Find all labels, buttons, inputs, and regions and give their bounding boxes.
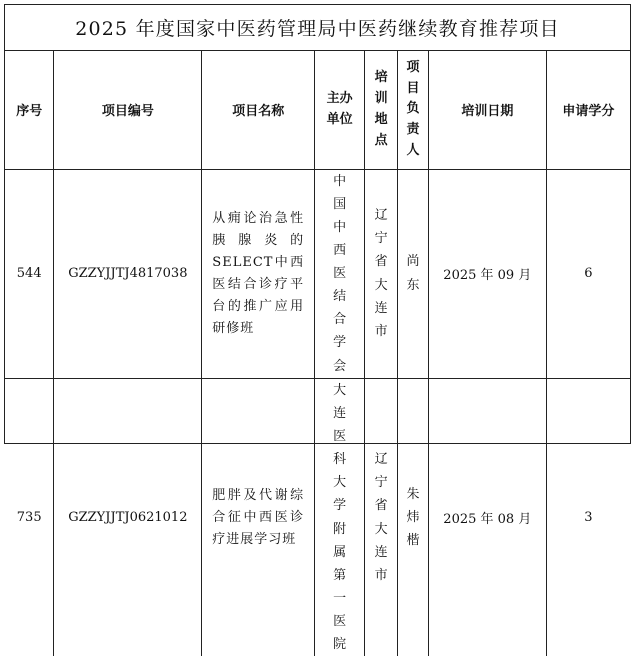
- cell-location: 辽宁省大连市: [374, 208, 388, 339]
- document-title: 2025 年度国家中医药管理局中医药继续教育推荐项目: [5, 5, 630, 51]
- header-owner: 项目负责人: [406, 59, 420, 158]
- header-org-cell: [315, 51, 365, 169]
- cell-org-wrap: [315, 378, 365, 656]
- cell-owner-wrap: [398, 378, 429, 656]
- header-org: 主办单位: [326, 90, 353, 127]
- cell-name-wrap: [202, 378, 315, 656]
- header-row: [5, 51, 630, 169]
- cell-code: GZZYJJTJ4817038: [54, 169, 202, 378]
- table-row: [5, 169, 630, 378]
- cell-owner-wrap: [398, 169, 429, 378]
- table-row: [5, 378, 630, 656]
- header-date: 培训日期: [428, 51, 546, 169]
- document-frame: [4, 4, 631, 653]
- cell-org-wrap: [315, 169, 365, 378]
- header-code: 项目编号: [54, 51, 202, 169]
- header-seq: 序号: [5, 51, 54, 169]
- cell-name-wrap: [202, 169, 315, 378]
- cell-location-wrap: [365, 378, 398, 656]
- header-location: 培训地点: [374, 70, 388, 148]
- cell-name: 从痈论治急性胰腺炎的SELECT中西医结合诊疗平台的推广应用研修班: [212, 210, 305, 336]
- project-table: [5, 51, 630, 656]
- cell-owner: 朱炜楷: [406, 486, 420, 549]
- header-credits: 申请学分: [546, 51, 630, 169]
- cell-org: 大连医科大学附属第一医院: [333, 382, 347, 653]
- cell-location: 辽宁省大连市: [374, 452, 388, 583]
- header-owner-cell: [398, 51, 429, 169]
- cell-code: GZZYJJTJ0621012: [54, 378, 202, 656]
- header-location-cell: [365, 51, 398, 169]
- cell-name: 肥胖及代谢综合征中西医诊疗进展学习班: [212, 487, 305, 547]
- cell-date: 2025 年 09 月: [428, 169, 546, 378]
- header-name: 项目名称: [202, 51, 315, 169]
- cell-seq: 735: [5, 378, 54, 656]
- cell-date: 2025 年 08 月: [428, 378, 546, 656]
- cell-owner: 尚东: [406, 254, 420, 293]
- cell-credits: 3: [546, 378, 630, 656]
- cell-location-wrap: [365, 169, 398, 378]
- cell-seq: 544: [5, 169, 54, 378]
- cell-credits: 6: [546, 169, 630, 378]
- cell-org: 中国中西医结合学会: [333, 173, 347, 374]
